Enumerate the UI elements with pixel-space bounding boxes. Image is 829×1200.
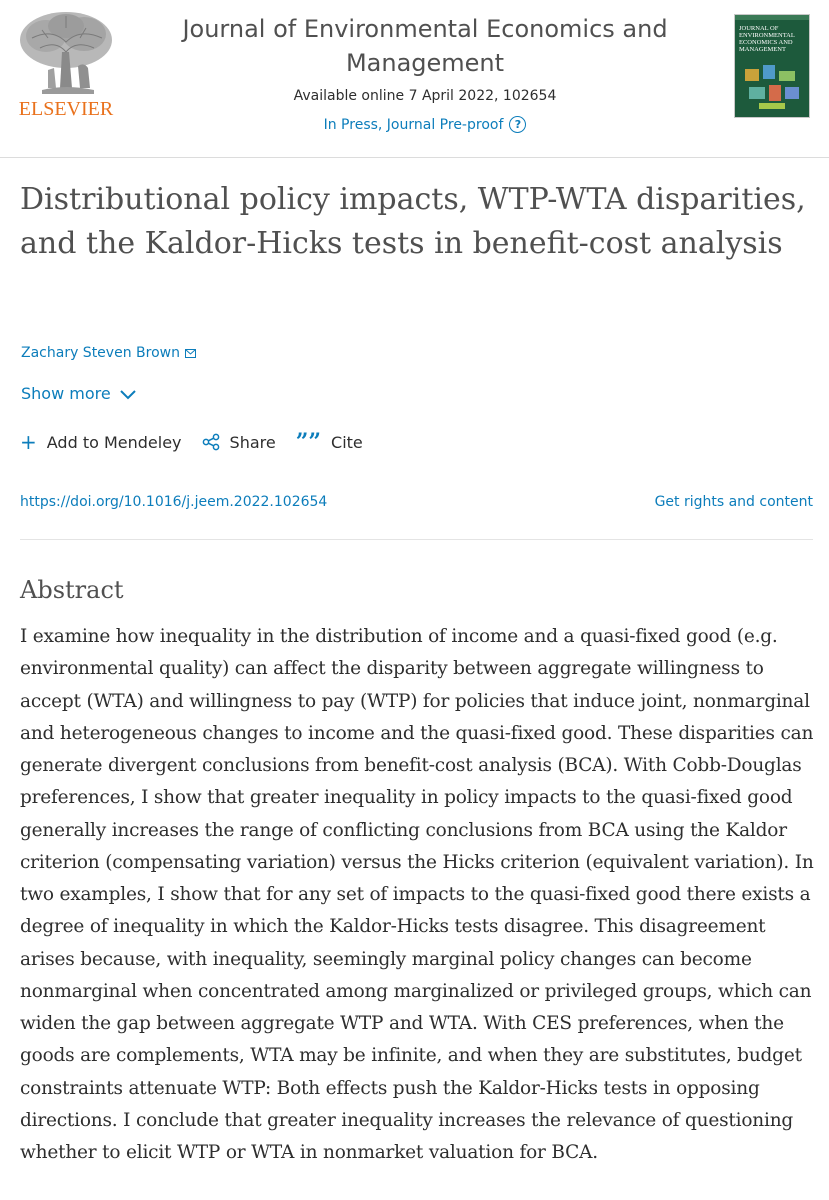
doi-row	[20, 494, 813, 510]
share-button[interactable]	[202, 433, 276, 452]
journal-cover-image[interactable]	[734, 14, 810, 118]
cover-artwork	[739, 63, 807, 113]
quote-icon: ””	[295, 429, 322, 455]
chevron-down-icon	[119, 388, 137, 400]
availability-date: Available online 7 April 2022, 102654	[293, 88, 557, 104]
abstract-text: I examine how inequality in the distribution of income and a quasi-fixed good (e.g. environmental quality) can affect the disparity between aggregate willingness to accept (WTA) and willingness to pay (WTP) for policies that induce joint, nonmarginal and heterogeneous changes to income and the quasi-fixed good. These disparities can generate divergent conclusions from benefit-cost analysis (BCA). With Cobb-Douglas preferences, I show that greater inequality in policy impacts to the quasi-fixed good generally increases the range of conflicting conclusions from BCA using the Kaldor criterion (compensating variation) versus the Hicks criterion (equivalent variation). In two examples, I show that for any set of impacts to the quasi-fixed good there exists a degree of inequality in which the Kaldor-Hicks tests disagree. This disagreement arises because, with inequality, seemingly marginal policy changes can become nonmarginal when concentrated among marginalized or privileged groups, which can widen the gap between aggregate WTP and WTA. With CES preferences, when the goods are complements, WTA may be infinite, and when they are substitutes, budget constraints attenuate WTP: Both effects push the Kaldor-Hicks tests in opposing directions. I conclude that greater inequality increases the relevance of questioning whether to elicit WTP or WTA in nonmarket valuation for BCA.	[20, 626, 814, 1163]
plus-icon: +	[20, 430, 37, 454]
help-icon[interactable]: ?	[509, 116, 526, 133]
article-actions	[20, 429, 363, 455]
doi-link[interactable]: https://doi.org/10.1016/j.jeem.2022.102654	[20, 494, 328, 510]
journal-header	[0, 0, 829, 158]
article-status[interactable]	[324, 116, 527, 133]
article-title: Distributional policy impacts, WTP-WTA disparities, and the Kaldor-Hicks tests in benefit-cost analysis	[20, 182, 806, 261]
cite-label: Cite	[331, 432, 363, 452]
cover-title: JOURNAL OF ENVIRONMENTAL ECONOMICS AND MANAGEMENT	[739, 25, 795, 53]
get-rights-link[interactable]: Get rights and content	[654, 494, 813, 510]
share-icon	[202, 433, 220, 451]
abstract-heading: Abstract	[20, 576, 124, 604]
add-to-mendeley-button[interactable]	[20, 432, 182, 452]
share-label: Share	[229, 432, 276, 452]
elsevier-logo[interactable]	[12, 8, 120, 120]
journal-title[interactable]: Journal of Environmental Economics and Management	[182, 15, 668, 77]
article-status-label[interactable]: In Press, Journal Pre-proof	[323, 116, 504, 133]
elsevier-wordmark: ELSEVIER	[18, 98, 114, 120]
show-more-label: Show more	[21, 384, 111, 403]
show-more-button[interactable]	[21, 384, 137, 403]
mail-icon[interactable]	[185, 349, 196, 358]
header-divider	[0, 157, 829, 158]
add-to-mendeley-label: Add to Mendeley	[46, 432, 182, 452]
author-row	[21, 345, 196, 361]
section-divider	[20, 539, 813, 540]
author-name[interactable]: Zachary Steven Brown	[21, 345, 180, 361]
journal-info	[130, 12, 720, 134]
cite-button[interactable]	[295, 429, 363, 455]
elsevier-tree-logo	[12, 8, 120, 98]
cover-band	[735, 15, 809, 20]
